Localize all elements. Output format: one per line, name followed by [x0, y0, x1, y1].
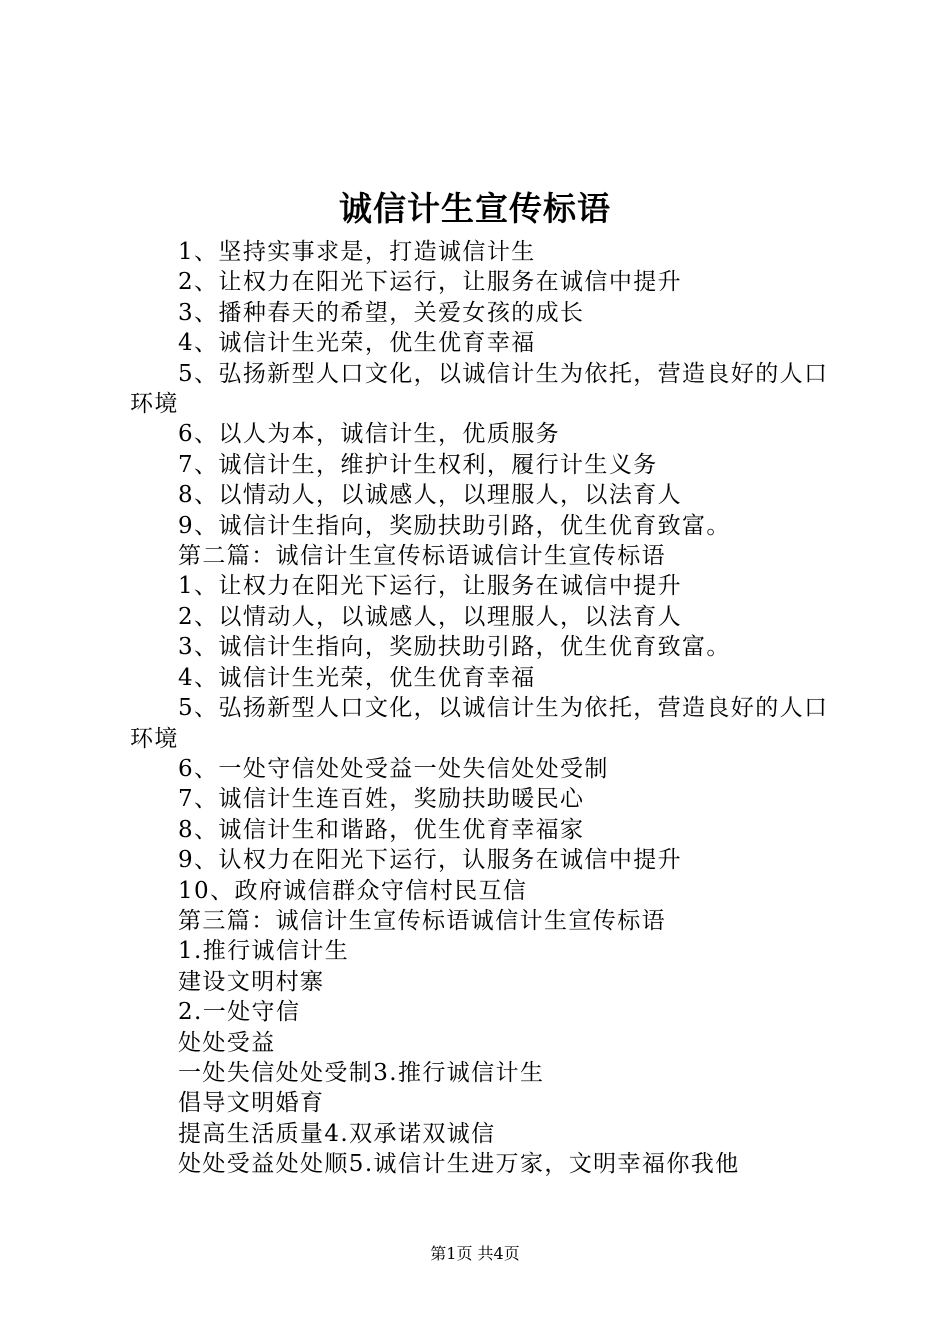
paragraph: 9、诚信计生指向，奖励扶助引路，优生优育致富。	[178, 512, 731, 539]
paragraph: 6、一处守信处处受益一处失信处处受制	[178, 755, 609, 782]
paragraph: 处处受益处处顺5.诚信计生进万家，文明幸福你我他	[178, 1151, 740, 1178]
paragraph: 处处受益	[178, 1029, 276, 1056]
paragraph: 5、弘扬新型人口文化，以诚信计生为依托，营造良好的人口环境	[130, 695, 829, 752]
paragraph: 8、诚信计生和谐路，优生优育幸福家	[178, 816, 585, 843]
paragraph: 3、诚信计生指向，奖励扶助引路，优生优育致富。	[178, 634, 731, 661]
paragraph: 5、弘扬新型人口文化，以诚信计生为依托，营造良好的人口环境	[130, 360, 829, 418]
page-footer: 第1页 共4页	[430, 1244, 520, 1263]
paragraph: 2、以情动人，以诚感人，以理服人，以法育人	[178, 603, 683, 630]
paragraph: 6、以人为本，诚信计生，优质服务	[178, 421, 561, 448]
paragraph: 1、坚持实事求是，打造诚信计生	[178, 239, 536, 265]
section-heading: 第二篇：诚信计生宣传标语诚信计生宣传标语	[178, 543, 666, 570]
paragraph: 2、让权力在阳光下运行，让服务在诚信中提升	[178, 269, 683, 296]
paragraph: 2.一处守信	[178, 999, 301, 1026]
paragraph: 建设文明村寨	[178, 968, 325, 995]
paragraph: 倡导文明婚育	[178, 1090, 325, 1117]
paragraph: 4、诚信计生光荣，优生优育幸福	[178, 330, 536, 357]
paragraph: 1.推行诚信计生	[178, 938, 350, 965]
section-heading: 第三篇：诚信计生宣传标语诚信计生宣传标语	[178, 907, 666, 934]
paragraph: 10、政府诚信群众守信村民互信	[178, 877, 528, 904]
paragraph: 3、播种春天的希望，关爱女孩的成长	[178, 299, 585, 326]
paragraph: 提高生活质量4.双承诺双诚信	[178, 1120, 496, 1147]
paragraph: 9、认权力在阳光下运行，认服务在诚信中提升	[178, 847, 683, 874]
paragraph: 7、诚信计生，维护计生权利，履行计生义务	[178, 451, 658, 478]
paragraph: 1、让权力在阳光下运行，让服务在诚信中提升	[178, 573, 683, 600]
document-body	[130, 237, 830, 1180]
paragraph: 7、诚信计生连百姓，奖励扶助暖民心	[178, 786, 585, 813]
page-title: 诚信计生宣传标语	[339, 189, 611, 228]
paragraph: 8、以情动人，以诚感人，以理服人，以法育人	[178, 482, 683, 509]
paragraph: 4、诚信计生光荣，优生优育幸福	[178, 664, 536, 691]
paragraph: 一处失信处处受制3.推行诚信计生	[178, 1059, 545, 1086]
